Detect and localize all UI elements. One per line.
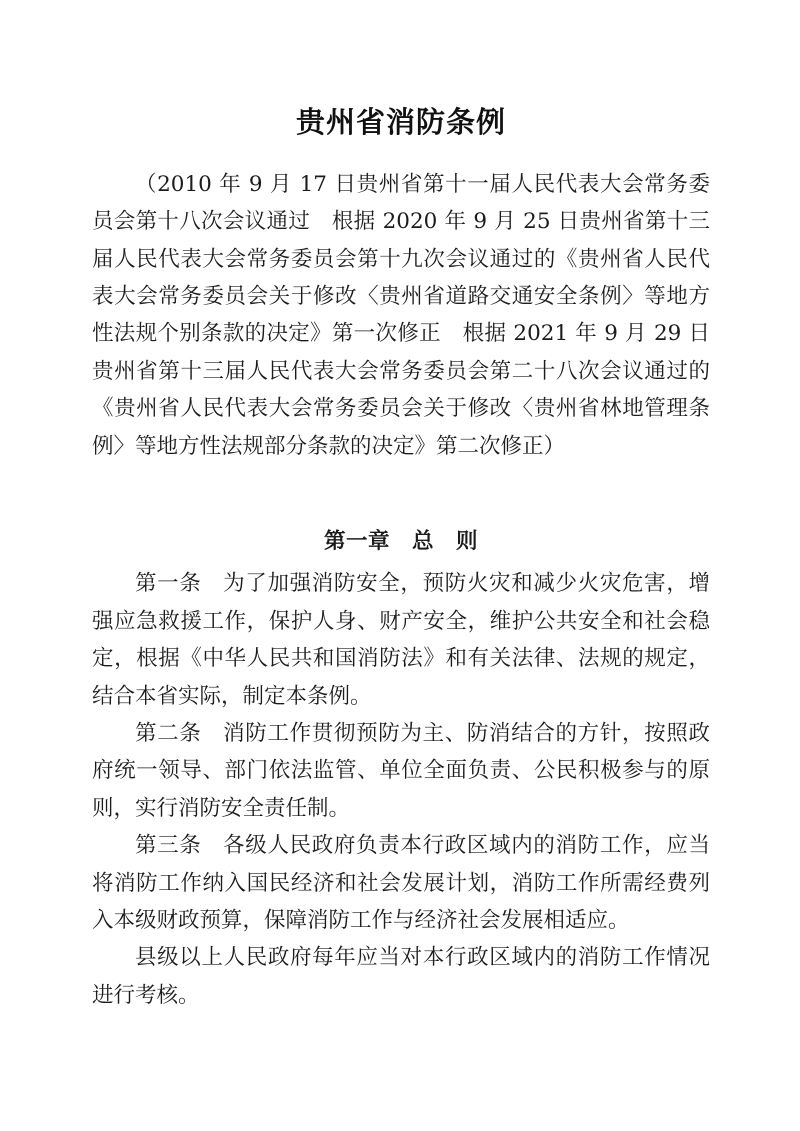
chapter-heading: 第一章 总 则 bbox=[323, 528, 478, 554]
article-3-label: 第三条 bbox=[135, 833, 202, 859]
article-2-text: 消防工作贯彻预防为主、防消结合的方针，按照政府统一领导、部门依法监管、单位全面负责、公民积极参与的原则，实行消防安全责任制。 bbox=[92, 720, 710, 821]
article-2 bbox=[92, 715, 710, 827]
page-title: 贵州省消防条例 bbox=[295, 105, 506, 139]
article-3-text: 各级人民政府负责本行政区域内的消防工作，应当将消防工作纳入国民经济和社会发展计划，消防工作所需经费列入本级财政预算，保障消防工作与经济社会发展相适应。 bbox=[92, 833, 710, 933]
article-1-text: 为了加强消防安全，预防火灾和减少火灾危害，增强应急救援工作，保护人身、财产安全，维护公共安全和社会稳定，根据《中华人民共和国消防法》和有关法律、法规的规定，结合本省实际，制定本条例。 bbox=[92, 571, 710, 709]
document-content bbox=[92, 0, 710, 1014]
article-3-paragraph-2: 县级以上人民政府每年应当对本行政区域内的消防工作情况进行考核。 bbox=[92, 945, 710, 1008]
article-1-label: 第一条 bbox=[135, 571, 202, 597]
article-1 bbox=[92, 565, 710, 715]
article-3 bbox=[92, 827, 710, 939]
preamble-paragraph: （2010 年 9 月 17 日贵州省第十一届人民代表大会常务委员会第十八次会议通过 根据 2020 年 9 月 25 日贵州省第十三届人民代表大会常务委员会第十九次会议通过的《贵州省人民代表大会常务委员会关于修改〈贵州省道路交通安全条例〉等地方性法规个别条款的决定》第一次修正 根据 2021 年 9 月 29 日贵州省第十三届人民代表大会常务委员会第二十八次会议通过的《贵州省人民代表大会常务委员会关于修改〈贵州省林地管理条例〉等地方性法规部分条款的决定》第二次修正） bbox=[92, 171, 710, 459]
article-2-label: 第二条 bbox=[135, 720, 202, 746]
